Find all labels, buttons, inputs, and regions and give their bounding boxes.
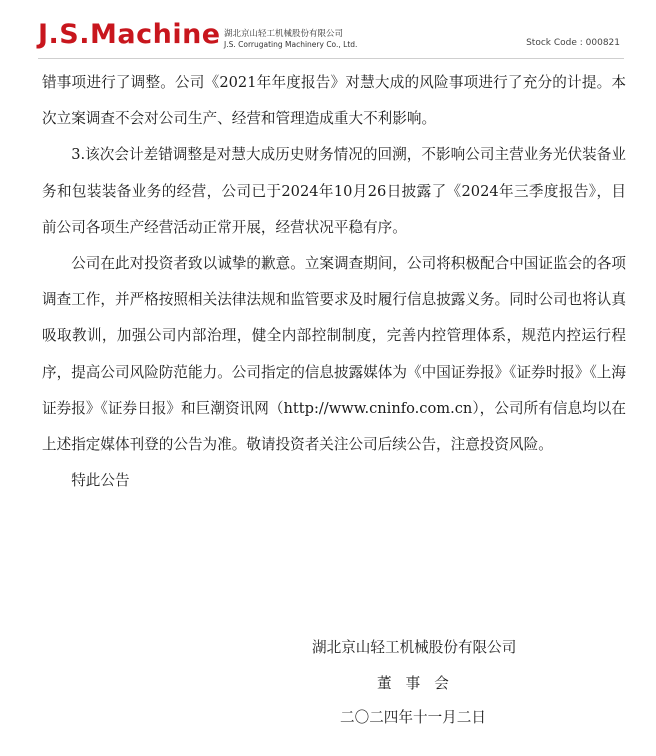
signature-board: 董事会	[377, 675, 463, 692]
header-divider	[38, 58, 624, 59]
signature-date: 二〇二四年十一月二日	[340, 709, 486, 726]
company-name-en: J.S. Corrugating Machinery Co., Ltd.	[224, 40, 358, 49]
page-header	[0, 0, 656, 60]
announcement-body	[42, 65, 626, 499]
paragraph-3: 公司在此对投资者致以诚挚的歉意。立案调查期间，公司将积极配合中国证监会的各项调查工作，并严格按照相关法律法规和监管要求及时履行信息披露义务。同时公司也将认真吸取教训，加强公司内部治理，健全内部控制制度，完善内控管理体系，规范内控运行程序，提高公司风险防范能力。公司指定的信息披露媒体为《中国证券报》《证券时报》《上海证券报》《证券日报》和巨潮资讯网（http://www.cninfo.com.cn），公司所有信息均以在上述指定媒体刊登的公告为准。敬请投资者关注公司后续公告，注意投资风险。	[42, 255, 626, 454]
paragraph-2: 3.该次会计差错调整是对慧大成历史财务情况的回溯，不影响公司主营业务光伏装备业务和包装装备业务的经营，公司已于2024年10月26日披露了《2024年三季度报告》，目前公司各项生产经营活动正常开展，经营状况平稳有序。	[42, 146, 626, 236]
paragraph-4: 特此公告	[71, 472, 130, 490]
signature-company: 湖北京山轻工机械股份有限公司	[312, 639, 517, 656]
paragraph-1: 错事项进行了调整。公司《2021年年度报告》对慧大成的风险事项进行了充分的计提。本次立案调查不会对公司生产、经营和管理造成重大不利影响。	[42, 74, 626, 128]
company-name-cn: 湖北京山轻工机械股份有限公司	[224, 29, 344, 39]
stock-code: Stock Code : 000821	[526, 38, 620, 48]
company-logo: J.S.Machine	[38, 19, 221, 50]
